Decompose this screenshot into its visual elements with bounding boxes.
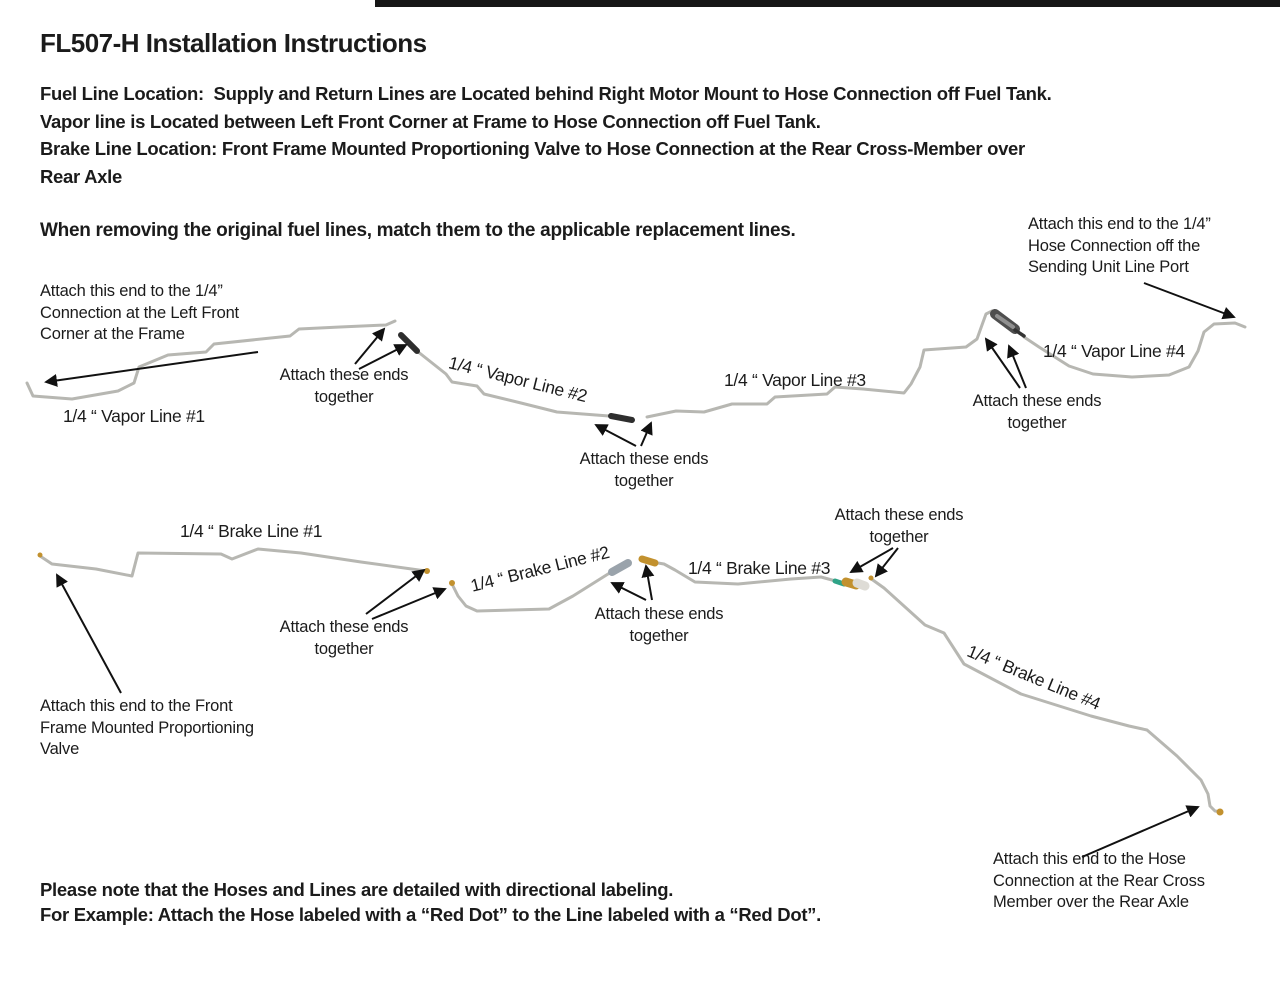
annotation-line: Attach this end to the 1/4” [40,282,223,300]
annotation-line: together [869,527,929,546]
label-vapor-line-2: 1/4 “ Vapor Line #2 [446,352,590,407]
brass-fitting-brake4-start [869,576,874,581]
arrow-brake23-a [612,583,646,600]
hose-segment-vapor2-end [611,416,632,420]
annotation-line: together [314,639,374,658]
annotation-line: together [1007,413,1067,432]
arrow-vapor23-a [596,425,636,446]
arrow-brake23-b [646,566,652,600]
annotation-line: Attach these ends [579,450,709,468]
arrow-left-front-corner [46,352,258,382]
annotation-line: Connection at the Left Front [40,303,239,322]
arrow-proportioning-valve [57,575,121,693]
cap-fitting-brake3-end [857,583,865,586]
arrow-sending-unit [1144,283,1234,317]
arrow-brake34-a [851,548,893,572]
label-brake-line-1: 1/4 “ Brake Line #1 [180,521,323,541]
arrow-brake12-a [366,570,424,614]
annotation-line: together [314,387,374,406]
silver-fitting-brake2-end [612,563,628,572]
label-vapor-line-4: 1/4 “ Vapor Line #4 [1043,341,1185,361]
footer-note [40,878,821,927]
annotation-proportioning-valve [40,696,280,761]
annotation-line: Attach this end to the Hose [993,850,1186,868]
annotation-attach-ends-vapor34 [970,391,1104,434]
annotation-line: Attach these ends [834,506,964,524]
arrow-vapor23-b [641,423,651,446]
annotation-line: Attach these ends [279,366,409,384]
arrow-brake12-b [372,589,445,619]
intro-line-2: Vapor line is Located between Left Front Corner at Frame to Hose Connection off Fuel Tank. [40,110,821,132]
annotation-line: Sending Unit Line Port [1028,258,1189,277]
annotation-line: together [629,626,689,645]
arrow-vapor34-a [986,339,1020,388]
brake-line-1-path [40,549,426,576]
annotation-line: together [614,471,674,490]
brass-fitting-brake3-start [642,559,655,563]
annotation-sending-unit [1028,214,1263,279]
annotation-line: Attach these ends [594,605,724,623]
match-note: When removing the original fuel lines, match them to the applicable replacement lines. [40,220,796,241]
annotation-line: Connection at the Rear Cross [993,871,1205,890]
hose-segment-vapor2-start [401,335,417,351]
annotation-line: Attach these ends [279,618,409,636]
arrow-vapor34-b [1009,346,1026,388]
annotation-attach-ends-vapor12 [277,365,411,408]
vapor-line-3-path [647,311,992,417]
annotation-line: Valve [40,740,80,759]
annotation-attach-ends-brake12 [277,617,411,660]
brass-fitting-brake4-end [1217,809,1224,816]
location-intro [40,80,1051,190]
annotation-line: Attach these ends [972,392,1102,410]
label-brake-line-3: 1/4 “ Brake Line #3 [688,558,831,578]
annotation-line: Frame Mounted Proportioning [40,718,254,737]
page-title: FL507-H Installation Instructions [40,28,427,58]
hose-segment-vapor4-tail [1015,330,1024,336]
annotation-attach-ends-vapor23 [577,449,711,492]
label-brake-line-4: 1/4 “ Brake Line #4 [964,640,1104,714]
footer-line-2: For Example: Attach the Hose labeled with a “Red Dot” to the Line labeled with a “Red Dot”. [40,903,821,925]
brass-fitting-brake2-start [449,580,455,586]
annotation-line: Hose Connection off the [1028,236,1201,255]
annotation-attach-ends-brake23 [592,604,726,647]
brass-fitting-brake1-end [424,568,430,574]
annotation-left-front-corner [40,281,275,346]
label-brake-line-2: 1/4 “ Brake Line #2 [468,541,612,596]
intro-line-4: Rear Axle [40,165,122,187]
brass-fitting-brake1-start [38,553,43,558]
annotation-rear-cross-member [993,849,1228,914]
label-vapor-line-1: 1/4 “ Vapor Line #1 [63,406,205,426]
annotation-line: Attach this end to the Front [40,697,233,715]
annotation-line: Corner at the Frame [40,325,185,344]
label-vapor-line-3: 1/4 “ Vapor Line #3 [724,370,866,390]
annotation-line: Attach this end to the 1/4” [1028,215,1211,233]
intro-line-1: Fuel Line Location: Supply and Return Lines are Located behind Right Motor Mount to Hose Connection off Fuel Tank. [40,83,1052,104]
brake-line-4-path [870,578,1222,812]
annotation-line: Member over the Rear Axle [993,893,1189,912]
annotation-attach-ends-brake34 [832,505,966,548]
footer-line-1: Please note that the Hoses and Lines are detailed with directional labeling. [40,879,674,900]
intro-line-3: Brake Line Location: Front Frame Mounted Proportioning Valve to Hose Connection at the Rear Cross-Member over [40,138,1025,159]
